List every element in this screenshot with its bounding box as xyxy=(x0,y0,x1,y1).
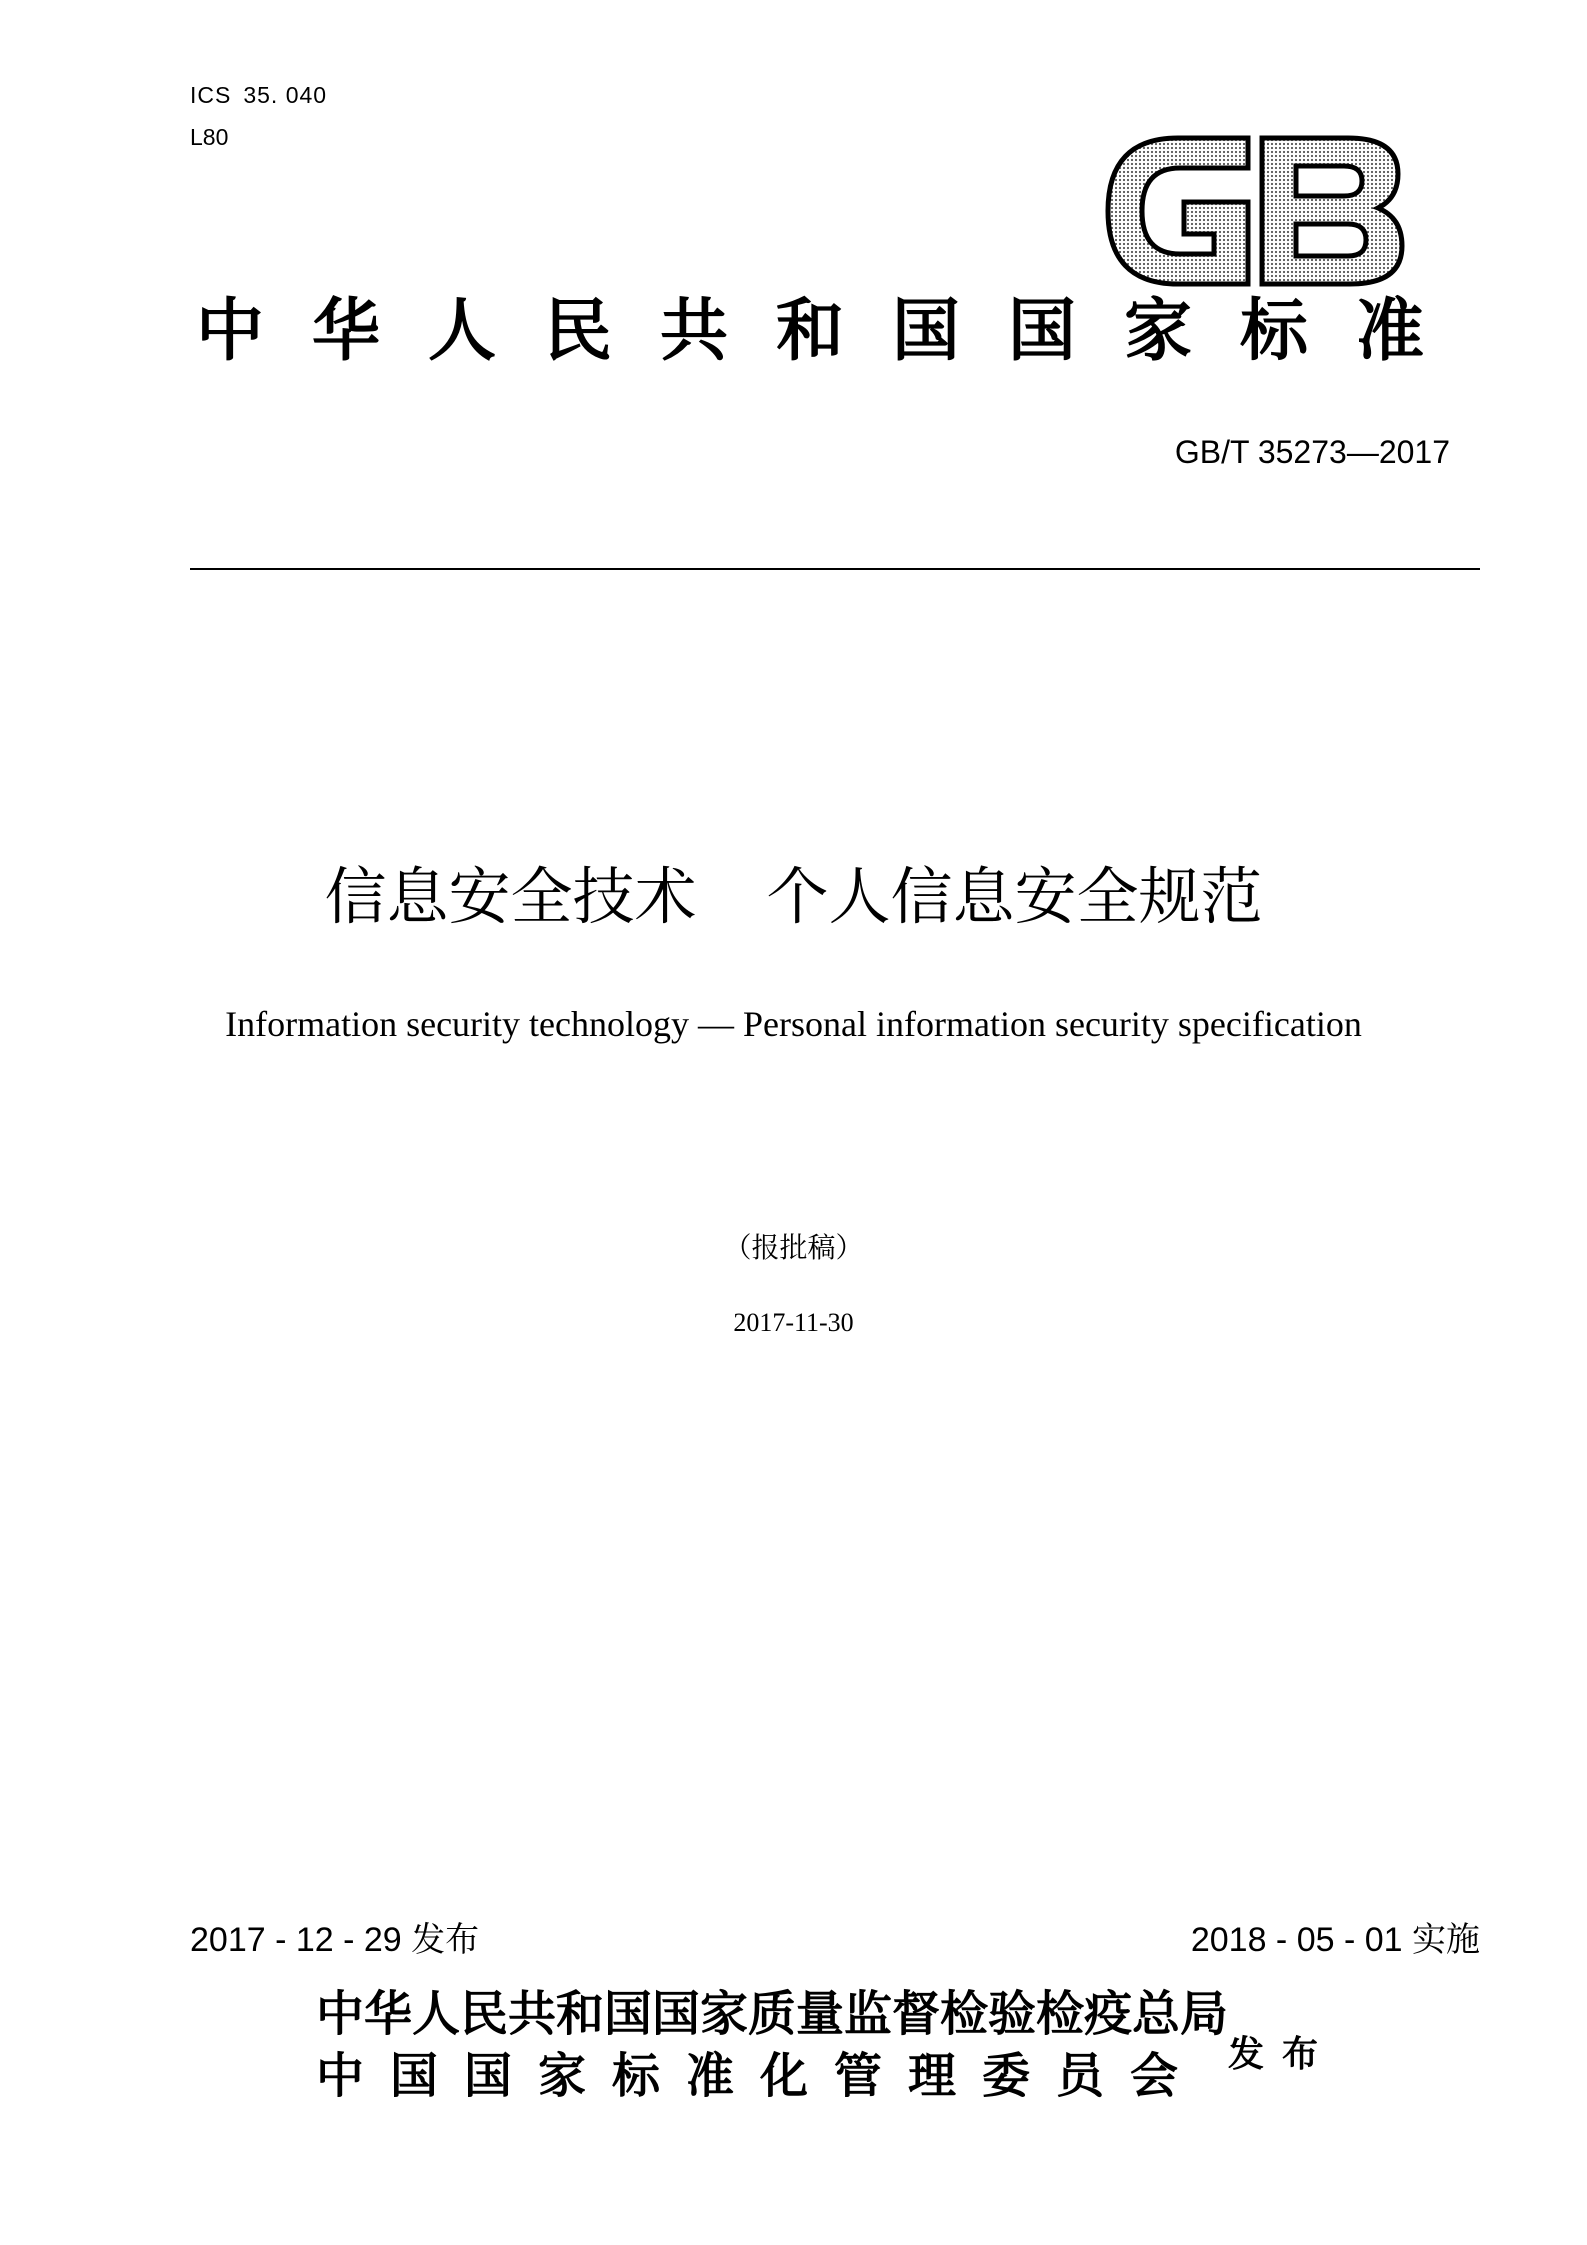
ics-label: ICS xyxy=(190,82,232,108)
ics-code xyxy=(190,82,327,109)
header-divider xyxy=(190,568,1480,570)
gb-logo xyxy=(1098,130,1410,292)
publisher-aqsiq: 中华人民共和国国家质量监督检验检疫总局 xyxy=(316,1986,1229,2042)
standard-number: GB/T 35273—2017 xyxy=(1174,434,1450,470)
document-title-cn xyxy=(0,860,1587,933)
implementation-date: 2018 - 05 - 01 实施 xyxy=(1190,1921,1480,1959)
title-cn-part2: 个人信息安全规范 xyxy=(766,860,1263,933)
clc-code: L80 xyxy=(190,124,229,150)
title-cn-part1: 信息安全技术 xyxy=(324,860,697,933)
draft-status: （报批稿） xyxy=(723,1231,864,1264)
publisher-sac: 中国国家标准化管理委员会 xyxy=(316,2048,1205,2104)
publish-label: 发布 xyxy=(1228,2034,1337,2075)
gb-logo-g-shape xyxy=(1108,138,1248,284)
draft-date: 2017-11-30 xyxy=(733,1308,854,1337)
issue-date: 2017 - 12 - 29 发布 xyxy=(190,1921,480,1959)
gb-logo-b-shape xyxy=(1262,138,1402,284)
national-standard-title: 中华人民共和国国家标准 xyxy=(196,292,1473,371)
document-title-en: Information security technology — Personal information security specification xyxy=(225,1004,1362,1044)
ics-number: 35. 040 xyxy=(243,82,328,108)
